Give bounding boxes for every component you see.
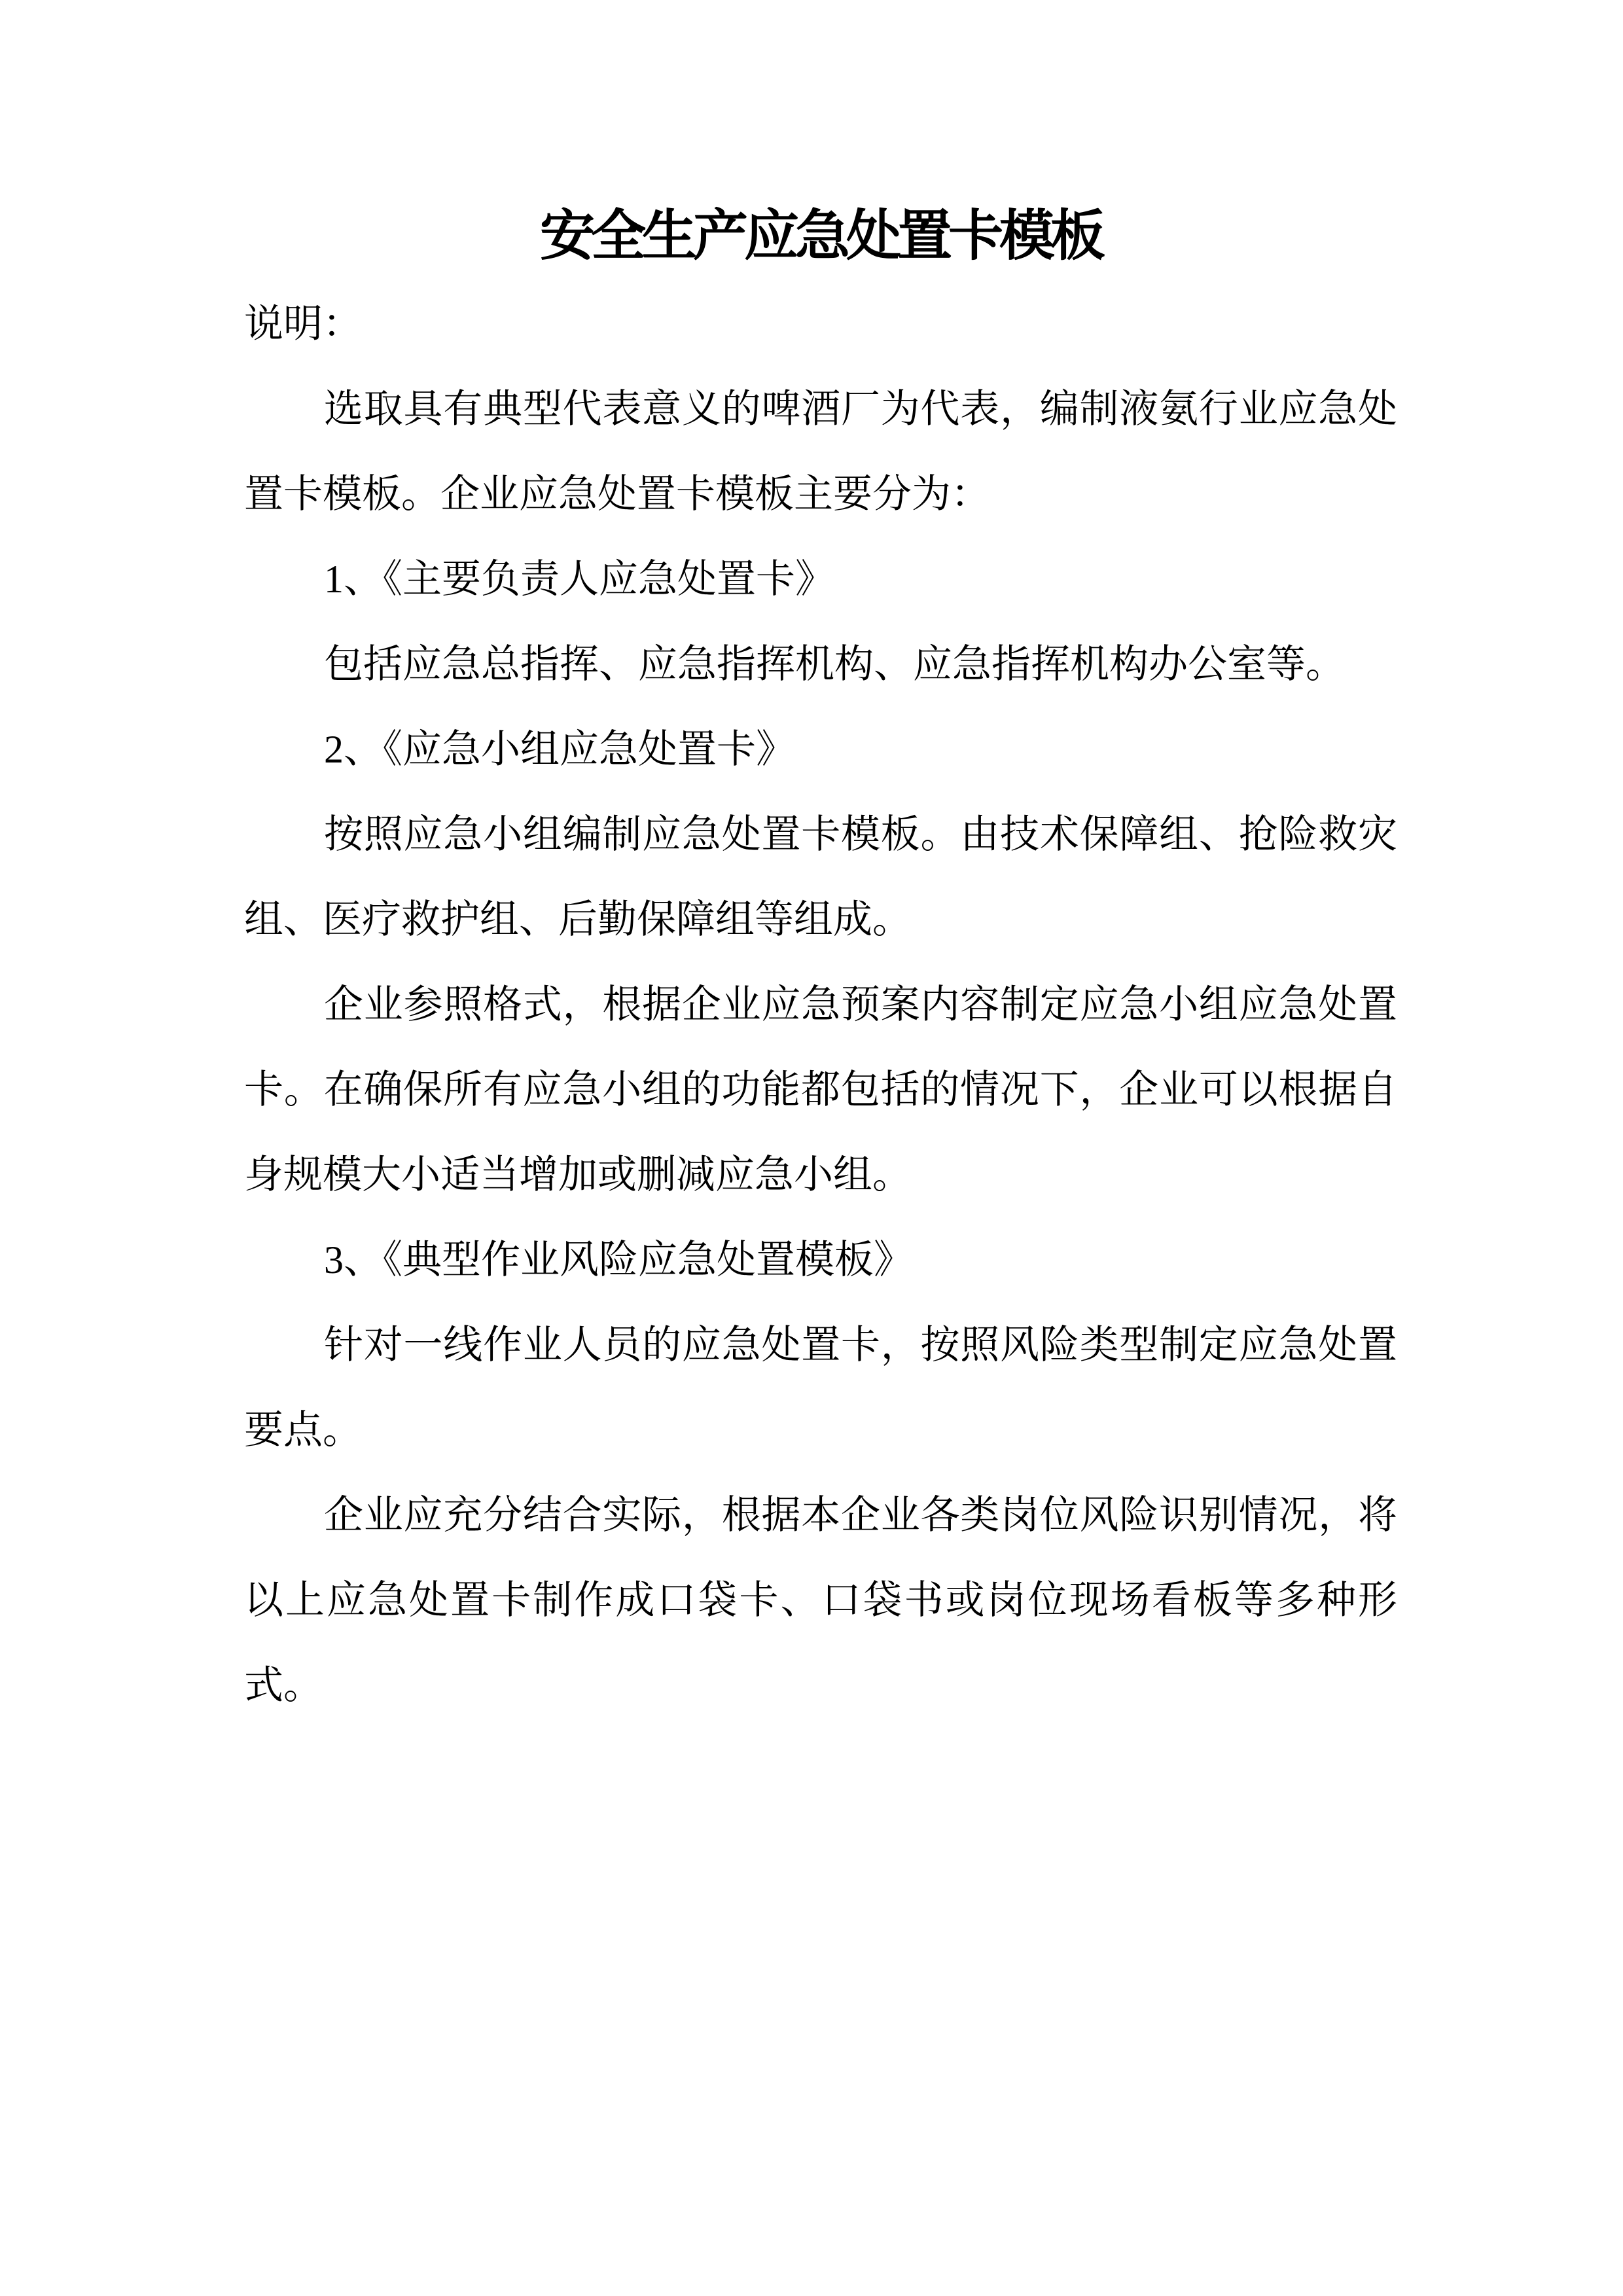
item-1-heading: 1、《主要负责人应急处置卡》 [324,558,834,601]
closing-paragraph: 企业应充分结合实际，根据本企业各类岗位风险识别情况，将以上应急处置卡制作成口袋卡、口袋书或岗位现场看板等多种形式。 [244,1494,1397,1707]
explanation-label: 说明： [244,302,362,346]
item-3-description: 针对一线作业人员的应急处置卡，按照风险类型制定应急处置要点。 [244,1323,1397,1452]
intro-paragraph: 选取具有典型代表意义的啤酒厂为代表，编制液氨行业应急处置卡模板。企业应急处置卡模板主要分为： [244,387,1397,516]
document-title: 安全生产应急处置卡模板 [539,204,1101,268]
item-1-description: 包括应急总指挥、应急指挥机构、应急指挥机构办公室等。 [324,643,1345,686]
item-3-heading: 3、《典型作业风险应急处置模板》 [324,1238,913,1282]
item-2-note: 企业参照格式，根据企业应急预案内容制定应急小组应急处置卡。在确保所有应急小组的功能都包括的情况下，企业可以根据自身规模大小适当增加或删减应急小组。 [244,983,1397,1196]
item-2-description: 按照应急小组编制应急处置卡模板。由技术保障组、抢险救灾组、医疗救护组、后勤保障组等组成。 [244,813,1397,941]
item-2-heading: 2、《应急小组应急处置卡》 [324,728,795,771]
